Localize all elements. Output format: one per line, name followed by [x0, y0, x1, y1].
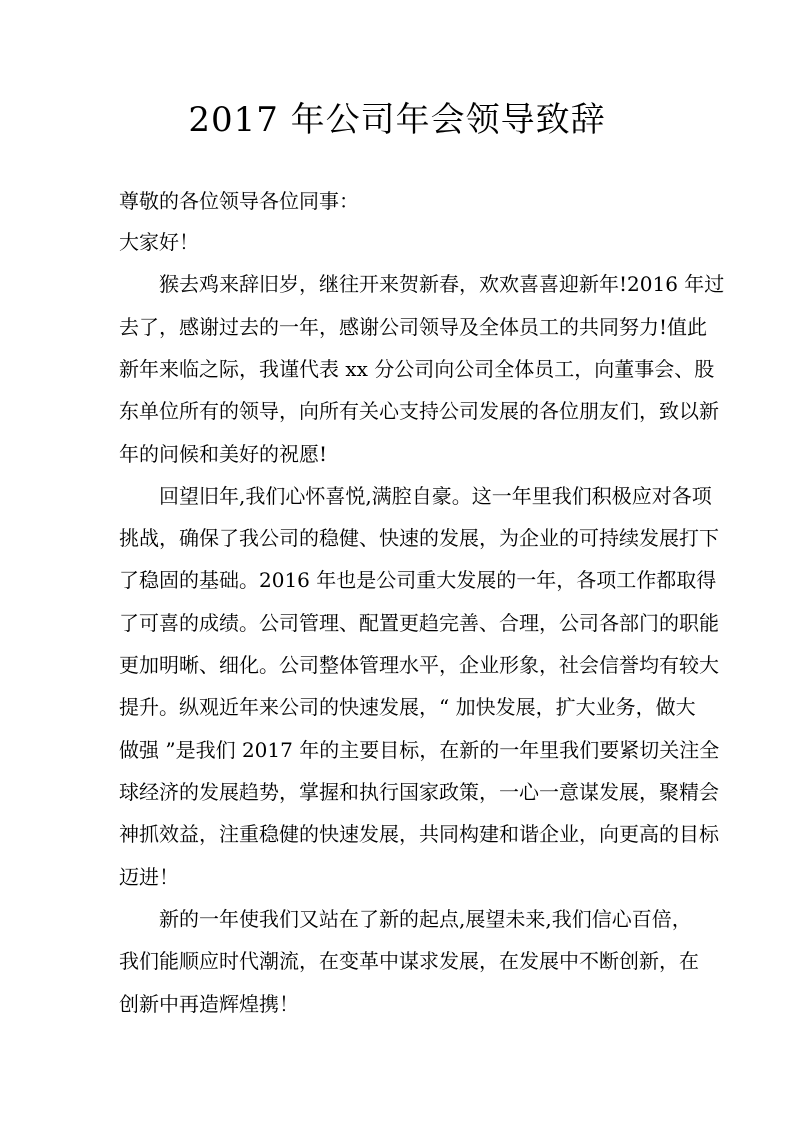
- paragraph-line: 更加明晰、细化。公司整体管理水平，企业形象，社会信誉均有较大: [119, 653, 719, 677]
- paragraph-line: 去了，感谢过去的一年，感谢公司领导及全体员工的共同努力!值此: [119, 315, 708, 339]
- paragraph-line: 了可喜的成绩。公司管理、配置更趋完善、合理，公司各部门的职能: [119, 611, 719, 635]
- document-title: 2017 年公司年会领导致辞: [188, 100, 606, 140]
- paragraph-line: 神抓效益，注重稳健的快速发展，共同构建和谐企业，向更高的目标: [119, 822, 719, 846]
- paragraph-line: 做强 ”是我们 2017 年的主要目标，在新的一年里我们要紧切关注全: [119, 738, 720, 762]
- paragraph-line: 提升。纵观近年来公司的快速发展，“ 加快发展，扩大业务，做大: [119, 695, 696, 719]
- paragraph-line: 回望旧年,我们心怀喜悦,满腔自豪。这一年里我们积极应对各项: [159, 484, 712, 508]
- paragraph-line: 新年来临之际，我谨代表 xx 分公司向公司全体员工，向董事会、股: [119, 357, 715, 381]
- paragraph-line: 猴去鸡来辞旧岁，继往开来贺新春，欢欢喜喜迎新年!2016 年过: [159, 272, 725, 296]
- paragraph-line: 我们能顺应时代潮流，在变革中谋求发展，在发展中不断创新，在: [119, 949, 699, 973]
- paragraph-line: 挑战，确保了我公司的稳健、快速的发展，为企业的可持续发展打下: [119, 526, 719, 550]
- paragraph-line: 东单位所有的领导，向所有关心支持公司发展的各位朋友们，致以新: [119, 399, 719, 423]
- paragraph-line: 了稳固的基础。2016 年也是公司重大发展的一年，各项工作都取得: [119, 568, 717, 592]
- paragraph-line: 创新中再造辉煌携！: [119, 992, 299, 1016]
- paragraph-line: 年的问候和美好的祝愿!: [119, 442, 328, 466]
- paragraph-line: 新的一年使我们又站在了新的起点,展望未来,我们信心百倍，: [159, 907, 692, 931]
- greeting-line: 大家好！: [119, 230, 199, 254]
- paragraph-line: 迈进！: [119, 865, 179, 889]
- salutation-line: 尊敬的各位领导各位同事：: [119, 189, 359, 213]
- paragraph-line: 球经济的发展趋势，掌握和执行国家政策，一心一意谋发展，聚精会: [119, 780, 719, 804]
